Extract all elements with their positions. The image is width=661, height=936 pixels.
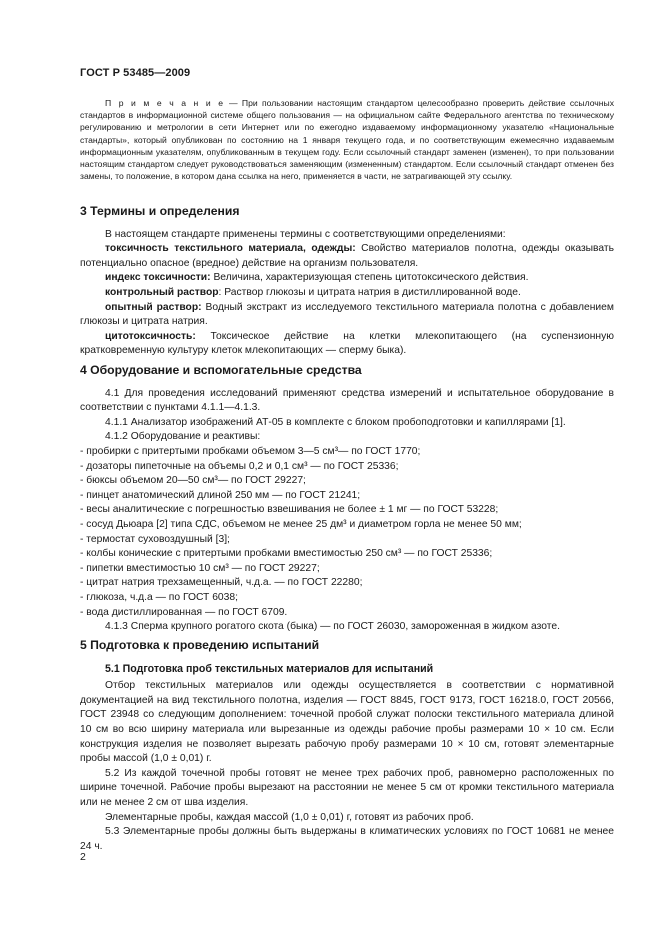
list-item: - пипетки вместимостью 10 см³ — по ГОСТ 29227; [80, 562, 320, 574]
term-definition [80, 286, 614, 301]
list-item: - сосуд Дьюара [2] типа СДС, объемом не менее 25 дм³ и диаметром горла не менее 50 мм; [80, 518, 522, 530]
term-text: Свойство материалов полотна, одежды оказывать потенциально опасное (вредное) действие на организм пользователя. [80, 243, 614, 269]
section-4-heading: 4 Оборудование и вспомогательные средства [80, 363, 362, 377]
section-3-heading: 3 Термины и определения [80, 204, 240, 218]
term-text: Величина, характеризующая степень цитотоксического действия. [210, 272, 529, 284]
list-item: - дозаторы пипеточные на объемы 0,2 и 0,1 см³ — по ГОСТ 25336; [80, 460, 399, 472]
term-definition [80, 301, 614, 330]
term-label: индекс токсичности: [105, 272, 211, 284]
list-item: - бюксы объемом 20—50 см³— по ГОСТ 29227; [80, 475, 306, 487]
term-label: цитотоксичность: [105, 330, 196, 342]
section-5-heading: 5 Подготовка к проведению испытаний [80, 638, 320, 652]
section-4 [80, 363, 614, 635]
note-paragraph [80, 97, 614, 182]
section-3-intro: В настоящем стандарте применены термины с соответствующими определениями: [105, 228, 506, 240]
section-5 [80, 638, 614, 854]
clause-5-1-text: Отбор текстильных материалов или одежды осуществляется в соответствии с нормативной документацией на вид текстильного полотна, изделия — ГОСТ 8845, ГОСТ 9173, ГОСТ 16218.0, ГОСТ 20566, ГОСТ 23948 со следующим дополнением: точечной пробой служат полоски текстильного материала длиной 10 см во всю ширину материала или вырезанные из одежды рабочие пробы размерами 10 × 10 см. Если конструкция изделия не позволяет вырезать рабочую пробу размерами 10 × 10 см, готовят элементарные пробы массой (1,0 ± 0,01) г. [80, 680, 614, 765]
list-item: - колбы конические с притертыми пробками вместимостью 250 см³ — по ГОСТ 25336; [80, 548, 493, 560]
term-text: : Раствор глюкозы и цитрата натрия в дистиллированной воде. [218, 286, 521, 298]
list-item: - цитрат натрия трехзамещенный, ч.д.а. — по ГОСТ 22280; [80, 577, 363, 589]
term-text: Токсическое действие на клетки млекопитающего (на суспензионную кратковременную культуру клеток млекопитающих — сперму быка). [80, 330, 614, 357]
list-item: - пробирки с притертыми пробками объемом 3—5 см³— по ГОСТ 1770; [80, 445, 421, 457]
list-item: - весы аналитические с погрешностью взвешивания не более ± 1 мг — по ГОСТ 53228; [80, 504, 499, 516]
note-text: — При пользовании настоящим стандартом целесообразно проверить действие ссылочных стандартов в информационной системе общего пользования — на официальном сайте Федерального агентства по техническому регулированию и метрологии в сети Интернет или по ежегодно издаваемому информационному указателю «Национальные стандарты», который опубликован по состоянию на 1 января текущего года, и по соответствующим ежемесячно издаваемым информационным указателям, опубликованным в текущем году. Если ссылочный стандарт заменен (изменен), то при пользовании настоящим стандартом следует руководствоваться заменяющим (измененным) стандартом. Если ссылочный стандарт отменен без замены, то положение, в котором дана ссылка на него, применяется в части, не затрагивающей эту ссылку. [80, 98, 615, 182]
clause-5-3: 5.3 Элементарные пробы должны быть выдержаны в климатических условиях по ГОСТ 10681 не менее 24 ч. [80, 826, 614, 852]
clause-5-2-continued: Элементарные пробы, каждая массой (1,0 ± 0,01) г, готовят из рабочих проб. [105, 811, 474, 823]
page-number: 2 [80, 851, 86, 863]
term-definition [80, 330, 614, 359]
document-header: ГОСТ Р 53485—2009 [80, 67, 191, 79]
term-label: опытный раствор: [105, 301, 202, 313]
clause-4-1: 4.1 Для проведения исследований применяют средства измерений и испытательное оборудование в соответствии с пунктами 4.1.1—4.1.3. [80, 387, 614, 414]
clause-4-1-1: 4.1.1 Анализатор изображений АТ-05 в комплекте с блоком пробоподготовки и капиллярами [1]. [105, 416, 566, 428]
term-label: токсичность текстильного материала, одежды: [105, 243, 356, 255]
list-item: - термостат суховоздушный [3]; [80, 533, 230, 545]
note-lead: П р и м е ч а н и е [105, 98, 225, 108]
clause-4-1-3: 4.1.3 Сперма крупного рогатого скота (быка) — по ГОСТ 26030, замороженная в жидком азоте. [105, 621, 560, 633]
list-item: - вода дистиллированная — по ГОСТ 6709. [80, 606, 288, 618]
clause-5-2: 5.2 Из каждой точечной пробы готовят не менее трех рабочих проб, равномерно расположенных по ширине точечной. Рабочие пробы вырезают на расстоянии не менее 5 см от кромки текстильного материала или не менее 2 см от шва изделия. [80, 767, 614, 808]
term-definition [80, 271, 614, 286]
term-label: контрольный раствор [105, 286, 219, 298]
clause-4-1-2: 4.1.2 Оборудование и реактивы: [105, 431, 261, 443]
subsection-5-1-heading: 5.1 Подготовка проб текстильных материалов для испытаний [105, 662, 434, 675]
term-definition [80, 242, 614, 271]
list-item: - глюкоза, ч.д.а — по ГОСТ 6038; [80, 591, 238, 603]
term-text: Водный экстракт из исследуемого текстильного материала полотна с добавлением глюкозы и цитрата натрия. [80, 301, 614, 328]
section-3 [80, 204, 614, 359]
list-item: - пинцет анатомический длиной 250 мм — по ГОСТ 21241; [80, 489, 361, 501]
note-block [80, 97, 614, 182]
